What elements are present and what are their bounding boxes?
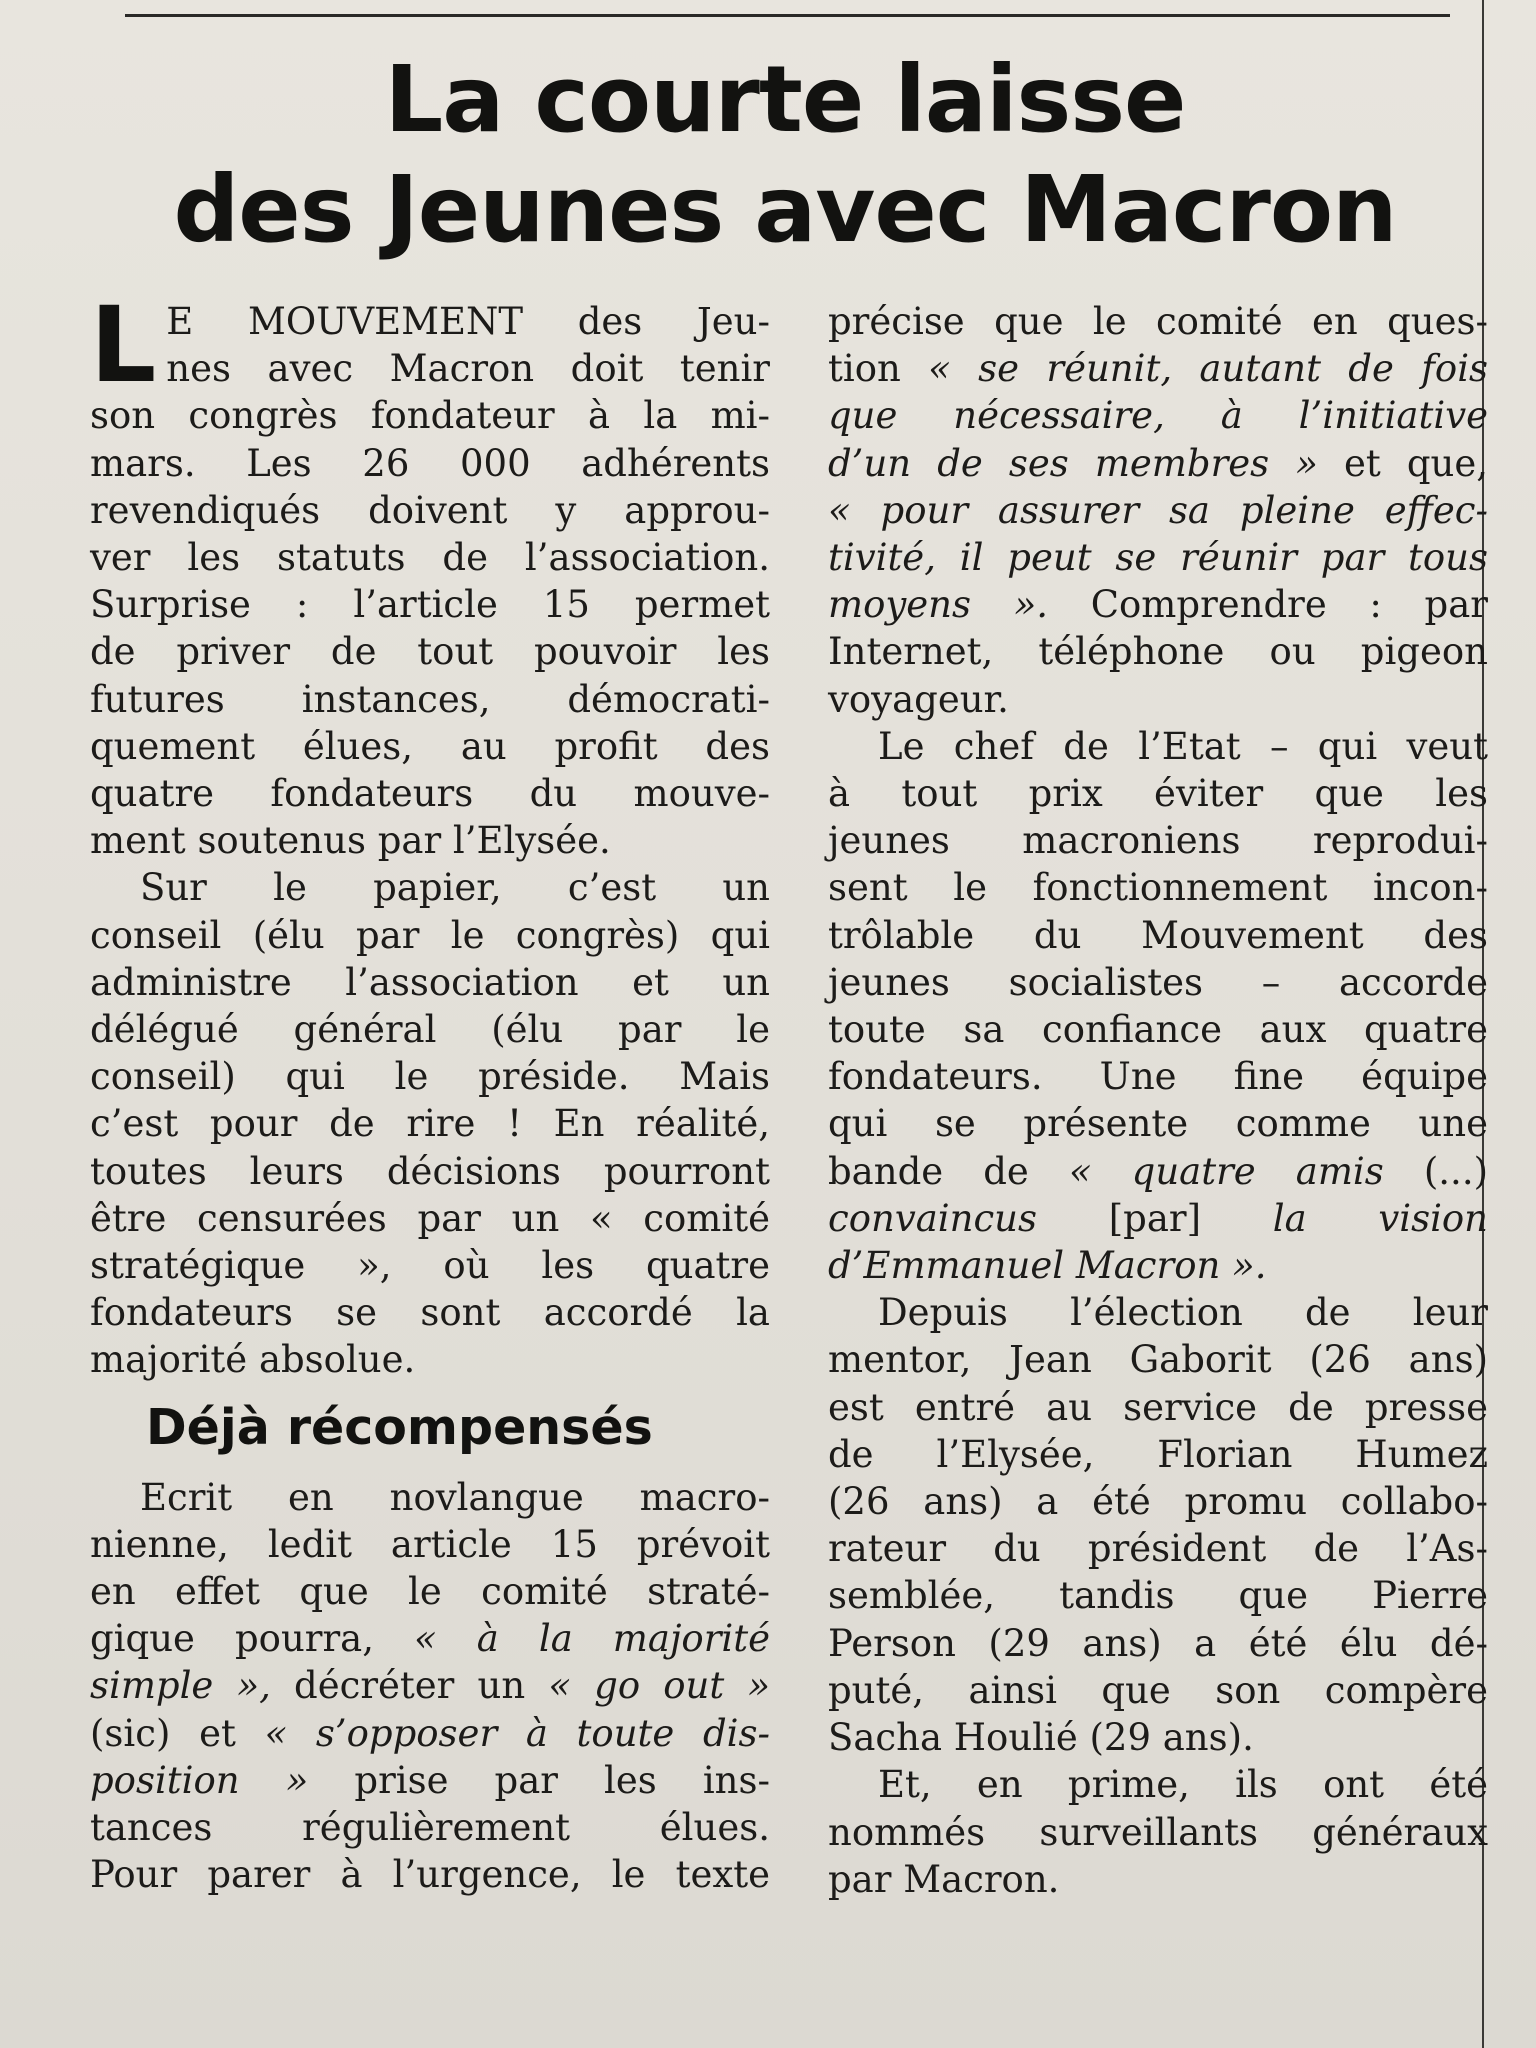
text-line: ver les statuts de l’association. <box>90 536 770 580</box>
text-run: Comprendre : par <box>1090 583 1488 627</box>
quote-run: moyens ». <box>828 583 1049 627</box>
text-line <box>90 1710 770 1757</box>
text-line: fondateurs. Une fine équipe <box>828 1055 1488 1099</box>
text-line <box>90 1662 770 1709</box>
text-line: nommés surveillants généraux <box>828 1810 1488 1854</box>
subheading: Déjà récompensés <box>146 1398 653 1456</box>
text-line: jeunes socialistes – accorde <box>828 960 1488 1004</box>
text-line <box>90 1615 770 1662</box>
text-line: majorité absolue. <box>90 1338 416 1382</box>
text-line: en effet que le comité straté- <box>90 1570 770 1614</box>
text-line: précise que le comité en ques- <box>828 300 1488 343</box>
text-line: à tout prix éviter que les <box>828 772 1488 816</box>
text-line: Surprise : l’article 15 permet <box>90 583 770 627</box>
text-line: Depuis l’élection de leur <box>878 1291 1488 1335</box>
text-line <box>90 1757 770 1804</box>
text-line: conseil (élu par le congrès) qui <box>90 913 770 957</box>
text-run: prise par les ins- <box>354 1758 770 1802</box>
text-line: Internet, téléphone ou pigeon <box>828 630 1488 674</box>
text-line: de priver de tout pouvoir les <box>90 630 770 674</box>
text-line: rateur du président de l’As- <box>828 1527 1488 1571</box>
text-run: tion <box>828 347 901 391</box>
text-line: E MOUVEMENT des Jeu- <box>166 300 770 343</box>
top-rule <box>125 14 1450 17</box>
text-line <box>828 345 1488 392</box>
text-line <box>828 581 1488 628</box>
quote-run: la vision <box>1272 1196 1489 1240</box>
text-line: de l’Elysée, Florian Humez <box>828 1432 1488 1476</box>
quote-run: position » <box>90 1758 309 1802</box>
text-line: nes avec Macron doit tenir <box>166 347 770 391</box>
quote-line: d’Emmanuel Macron ». <box>828 1244 1267 1288</box>
text-line: futures instances, démocrati- <box>90 677 770 721</box>
text-line: trôlable du Mouvement des <box>828 913 1488 957</box>
quote-run: d’un de ses membres » <box>828 441 1318 485</box>
text-line: toute sa confiance aux quatre <box>828 1008 1488 1052</box>
headline-line: La courte laisse <box>384 46 1186 153</box>
text-line: son congrès fondateur à la mi- <box>90 394 770 438</box>
text-line: nienne, ledit article 15 prévoit <box>90 1522 770 1566</box>
text-line: semblée, tandis que Pierre <box>828 1574 1488 1618</box>
text-line: stratégique », où les quatre <box>90 1244 770 1288</box>
quote-run: « go out » <box>548 1664 771 1708</box>
paragraph-2 <box>90 864 770 1383</box>
text-line: tances régulièrement élues. <box>90 1806 770 1850</box>
paragraph-4 <box>828 298 1488 723</box>
quote-run: « s’opposer à toute dis- <box>264 1711 770 1755</box>
text-run: (sic) et <box>90 1711 236 1755</box>
quote-run: « se réunit, autant de fois <box>928 347 1489 391</box>
paragraph-6 <box>828 1289 1488 1761</box>
quote-run: convaincus <box>828 1196 1037 1240</box>
quote-run: simple », <box>90 1664 271 1708</box>
quote-line: tivité, il peut se réunir par tous <box>828 536 1488 580</box>
text-line: Le chef de l’Etat – qui veut <box>878 724 1488 768</box>
text-line: mars. Les 26 000 adhérents <box>90 441 770 485</box>
paragraph-7 <box>828 1761 1488 1903</box>
text-line: fondateurs se sont accordé la <box>90 1291 770 1335</box>
text-line: quement élues, au profit des <box>90 724 770 768</box>
text-line: Pour parer à l’urgence, le texte <box>90 1853 770 1897</box>
text-run: et que, <box>1343 441 1488 485</box>
headline <box>150 45 1420 265</box>
text-line: quatre fondateurs du mouve- <box>90 772 770 816</box>
text-line <box>828 440 1488 487</box>
text-line: qui se présente comme une <box>828 1102 1488 1146</box>
text-line: Ecrit en novlangue macro- <box>140 1475 770 1519</box>
text-run: [par] <box>1108 1196 1202 1240</box>
text-line <box>828 1195 1488 1242</box>
text-line: délégué général (élu par le <box>90 1008 770 1052</box>
text-line: Et, en prime, ils ont été <box>878 1763 1488 1807</box>
text-line: (26 ans) a été promu collabo- <box>828 1480 1488 1524</box>
paragraph-1 <box>90 284 770 864</box>
text-line: conseil) qui le préside. Mais <box>90 1055 770 1099</box>
text-line: être censurées par un « comité <box>90 1196 770 1240</box>
text-line: administre l’association et un <box>90 960 770 1004</box>
text-line: est entré au service de presse <box>828 1385 1488 1429</box>
text-line: voyageur. <box>828 677 1009 721</box>
quote-run: « à la majorité <box>414 1617 770 1661</box>
drop-cap: L <box>90 284 157 406</box>
text-run: bande de <box>828 1149 1029 1193</box>
text-run: décréter un <box>294 1664 526 1708</box>
quote-run: « quatre amis <box>1068 1149 1384 1193</box>
text-line: toutes leurs décisions pourront <box>90 1149 770 1193</box>
headline-line: des Jeunes avec Macron <box>173 156 1397 263</box>
paragraph-3 <box>90 1474 770 1899</box>
text-line <box>828 1148 1488 1195</box>
quote-line: que nécessaire, à l’initiative <box>828 394 1488 438</box>
text-line: puté, ainsi que son compère <box>828 1668 1488 1712</box>
text-line: sent le fonctionnement incon- <box>828 866 1488 910</box>
text-line: ment soutenus par l’Elysée. <box>90 819 611 863</box>
text-line: c’est pour de rire ! En réalité, <box>90 1102 770 1146</box>
quote-line: « pour assurer sa pleine effec- <box>828 488 1488 532</box>
right-column <box>828 298 1488 2023</box>
text-line: mentor, Jean Gaborit (26 ans) <box>828 1338 1488 1382</box>
text-line: Person (29 ans) a été élu dé- <box>828 1621 1488 1665</box>
paragraph-5 <box>828 723 1488 1289</box>
text-line: revendiqués doivent y approu- <box>90 488 770 532</box>
left-column <box>90 284 771 2023</box>
text-line: par Macron. <box>828 1857 1060 1901</box>
text-line: jeunes macroniens reprodui- <box>828 819 1488 863</box>
text-line: Sur le papier, c’est un <box>140 866 770 910</box>
text-line: Sacha Houlié (29 ans). <box>828 1716 1254 1760</box>
text-run: (...) <box>1423 1149 1489 1193</box>
text-run: gique pourra, <box>90 1617 374 1661</box>
